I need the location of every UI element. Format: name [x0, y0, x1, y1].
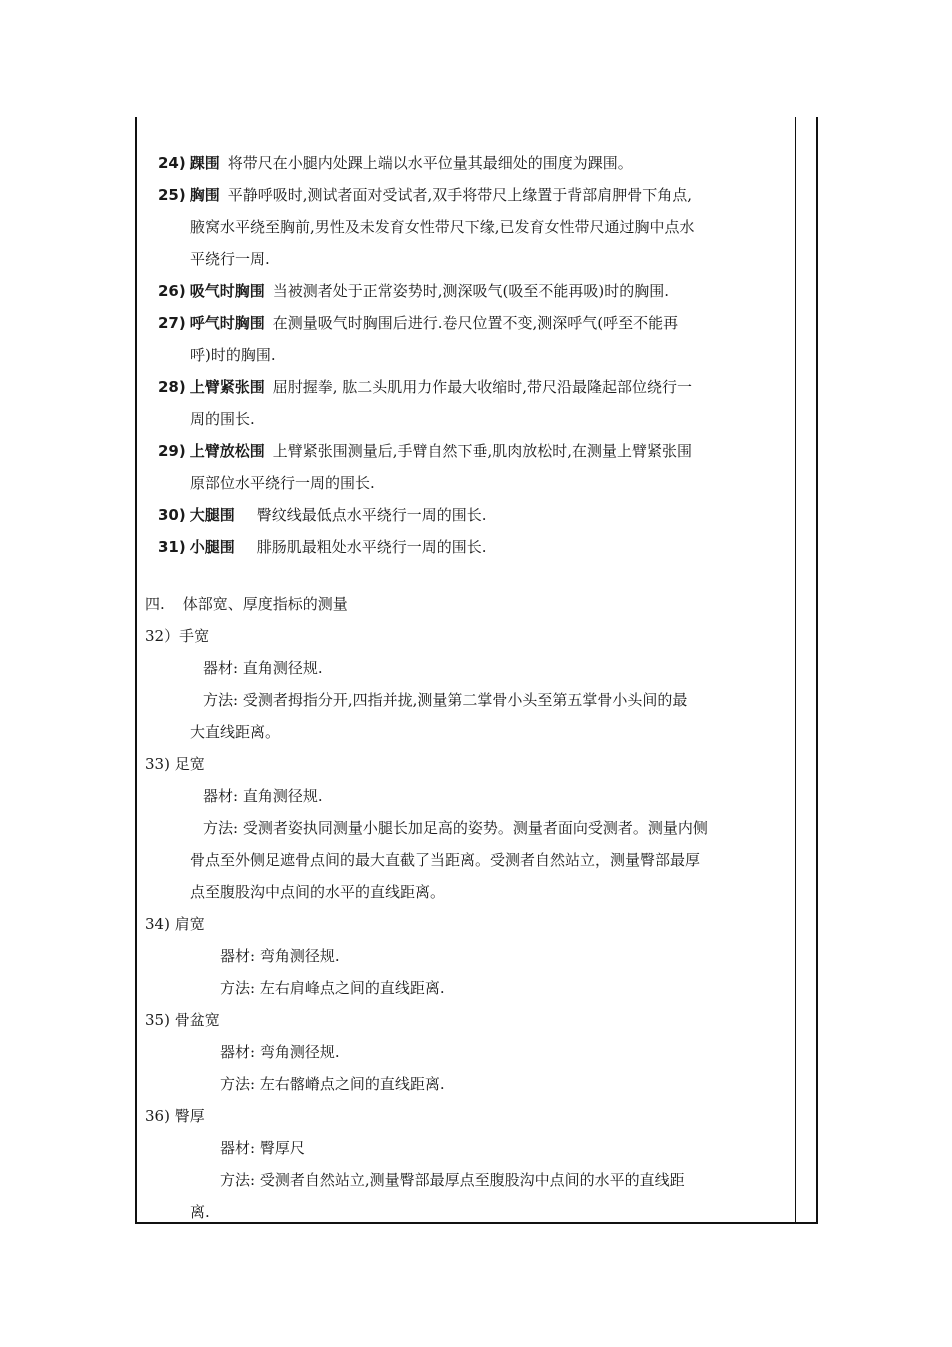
item-31: 31) 小腿围 腓肠肌最粗处水平绕行一周的围长. — [158, 538, 487, 556]
measure-33-method: 方法: 受测者姿执同测量小腿长加足高的姿势。测量者面向受测者。测量内侧 — [203, 819, 708, 837]
item-29-line-2: 原部位水平绕行一周的围长. — [190, 474, 375, 492]
table-border-right-inner — [795, 117, 796, 1224]
measure-33-equipment: 器材: 直角测径规. — [203, 787, 323, 805]
measure-35-heading: 35) 骨盆宽 — [145, 1011, 220, 1029]
section-heading: 四. 体部宽、厚度指标的测量 — [145, 595, 348, 613]
item-28-line-2: 周的围长. — [190, 410, 255, 428]
measure-36-heading: 36) 臀厚 — [145, 1107, 205, 1125]
table-border-bottom — [135, 1222, 818, 1224]
measure-32-equipment: 器材: 直角测径规. — [203, 659, 323, 677]
table-border-right-outer — [816, 117, 818, 1224]
item-29: 29) 上臂放松围 上臂紧张围测量后,手臂自然下垂,肌肉放松时,在测量上臂紧张围 — [158, 442, 693, 460]
item-28: 28) 上臂紧张围 屈肘握拳, 肱二头肌用力作最大收缩时,带尺沿最隆起部位绕行一 — [158, 378, 693, 396]
item-26: 26) 吸气时胸围 当被测者处于正常姿势时,测深吸气(吸至不能再吸)时的胸围. — [158, 282, 669, 300]
item-25-line-3: 平绕行一周. — [190, 250, 270, 268]
measure-32-method-2: 大直线距离。 — [190, 723, 281, 741]
measure-32-method: 方法: 受测者拇指分开,四指并拢,测量第二掌骨小头至第五掌骨小头间的最 — [203, 691, 688, 709]
measure-33-method-3: 点至腹股沟中点间的水平的直线距离。 — [190, 883, 446, 901]
item-25-line-2: 腋窝水平绕至胸前,男性及未发育女性带尺下缘,已发育女性带尺通过胸中点水 — [190, 218, 695, 236]
measure-36-method-2: 离. — [190, 1203, 210, 1221]
item-30: 30) 大腿围 臀纹线最低点水平绕行一周的围长. — [158, 506, 487, 524]
measure-33-heading: 33) 足宽 — [145, 755, 205, 773]
measure-32-heading: 32）手宽 — [145, 627, 210, 645]
measure-34-method: 方法: 左右肩峰点之间的直线距离. — [220, 979, 445, 997]
item-24: 24) 踝围 将带尺在小腿内处踝上端以水平位量其最细处的围度为踝围。 — [158, 154, 633, 172]
measure-35-method: 方法: 左右髂嵴点之间的直线距离. — [220, 1075, 445, 1093]
measure-34-equipment: 器材: 弯角测径规. — [220, 947, 340, 965]
item-25: 25) 胸围 平静呼吸时,测试者面对受试者,双手将带尺上缘置于背部肩胛骨下角点, — [158, 186, 693, 204]
measure-36-method: 方法: 受测者自然站立,测量臀部最厚点至腹股沟中点间的水平的直线距 — [220, 1171, 685, 1189]
table-border-left — [135, 117, 137, 1224]
measure-35-equipment: 器材: 弯角测径规. — [220, 1043, 340, 1061]
measure-36-equipment: 器材: 臀厚尺 — [220, 1139, 305, 1157]
measure-34-heading: 34) 肩宽 — [145, 915, 205, 933]
item-27: 27) 呼气时胸围 在测量吸气时胸围后进行.卷尺位置不变,测深呼气(呼至不能再 — [158, 314, 679, 332]
measure-33-method-2: 骨点至外侧足遮骨点间的最大直截了当距离。受测者自然站立，测量臀部最厚 — [190, 851, 701, 869]
item-27-line-2: 呼)时的胸围. — [190, 346, 276, 364]
